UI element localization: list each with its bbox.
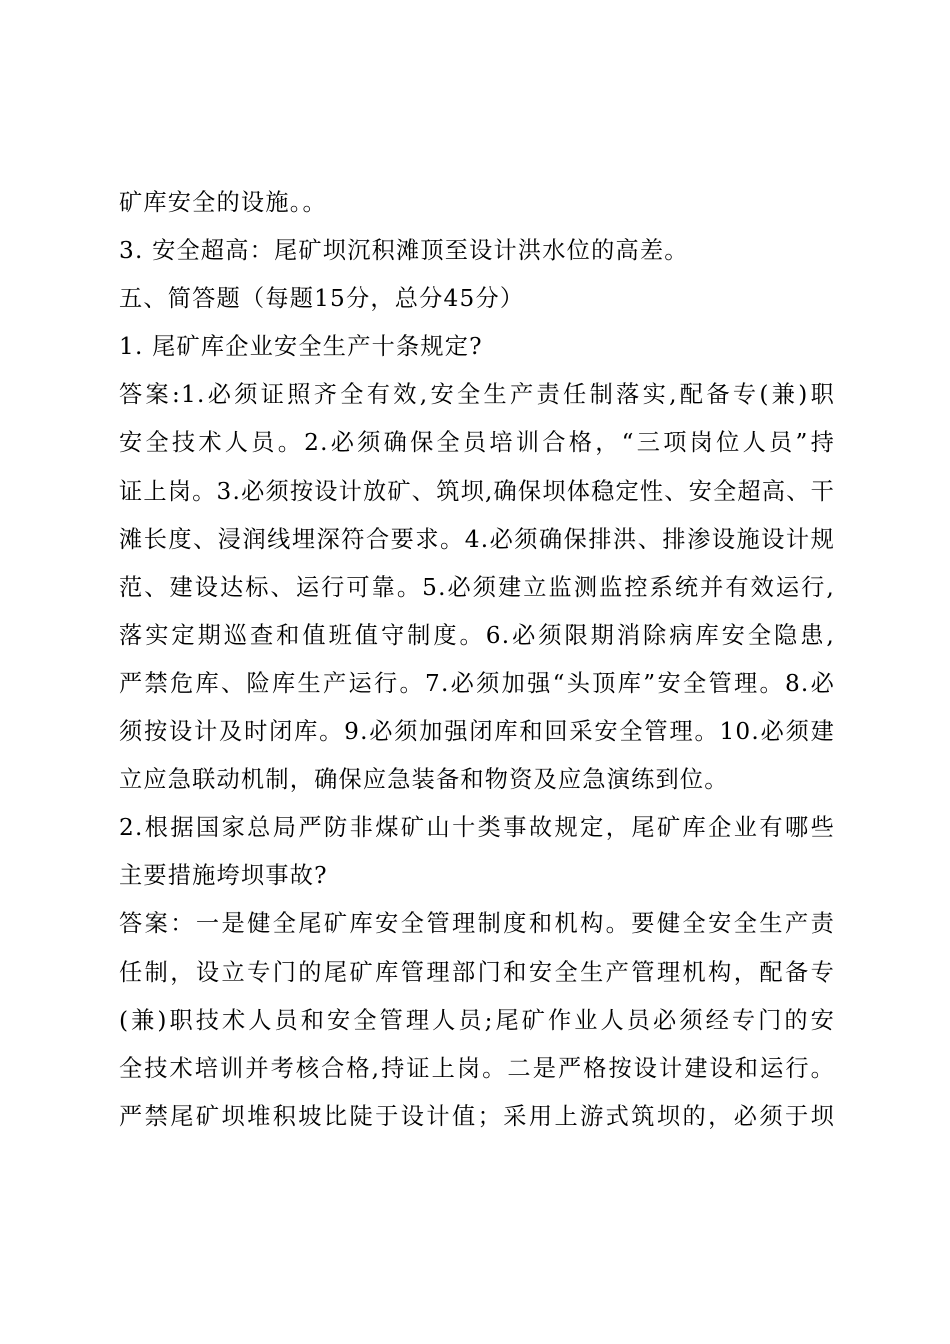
answer-2-line-1: 答案：一是健全尾矿库安全管理制度和机构。要健全安全生产责	[119, 910, 835, 938]
answer-1-line-7: 严禁危库、险库生产运行。7.必须加强“头顶库”安全管理。8.必	[119, 669, 835, 697]
text-line-1: 矿库安全的设施。。	[119, 189, 327, 216]
text-line-2: 3. 安全超高：尾矿坝沉积滩顶至设计洪水位的高差。	[119, 237, 689, 265]
question-2-line-1: 2.根据国家总局严防非煤矿山十类事故规定，尾矿库企业有哪些	[119, 814, 835, 842]
answer-2-line-5: 严禁尾矿坝堆积坡比陡于设计值；采用上游式筑坝的，必须于坝	[119, 1102, 835, 1130]
answer-1-line-6: 落实定期巡查和值班值守制度。6.必须限期消除病库安全隐患,	[119, 621, 835, 649]
answer-2-line-4: 全技术培训并考核合格,持证上岗。二是严格按设计建设和运行。	[119, 1054, 835, 1082]
document-body	[119, 179, 835, 1141]
answer-2-line-2: 任制，设立专门的尾矿库管理部门和安全生产管理机构，配备专	[119, 958, 835, 986]
question-2-line-2: 主要措施垮坝事故?	[119, 862, 328, 890]
answer-1-line-5: 范、建设达标、运行可靠。5.必须建立监测监控系统并有效运行,	[119, 573, 835, 601]
answer-1-line-1: 答案:1.必须证照齐全有效,安全生产责任制落实,配备专(兼)职	[119, 381, 835, 409]
question-1: 1. 尾矿库企业安全生产十条规定?	[119, 333, 483, 361]
answer-2-line-3: (兼)职技术人员和安全管理人员;尾矿作业人员必须经专门的安	[119, 1006, 835, 1034]
section-heading: 五、简答题（每题15分，总分45分）	[119, 285, 525, 313]
answer-1-line-3: 证上岗。3.必须按设计放矿、筑坝,确保坝体稳定性、安全超高、干	[119, 477, 835, 505]
answer-1-line-8: 须按设计及时闭库。9.必须加强闭库和回采安全管理。10.必须建	[119, 718, 835, 746]
answer-1-line-9: 立应急联动机制，确保应急装备和物资及应急演练到位。	[119, 766, 729, 794]
answer-1-line-4: 滩长度、浸润线埋深符合要求。4.必须确保排洪、排渗设施设计规	[119, 525, 835, 553]
answer-1-line-2: 安全技术人员。2.必须确保全员培训合格，“三项岗位人员”持	[119, 429, 835, 457]
